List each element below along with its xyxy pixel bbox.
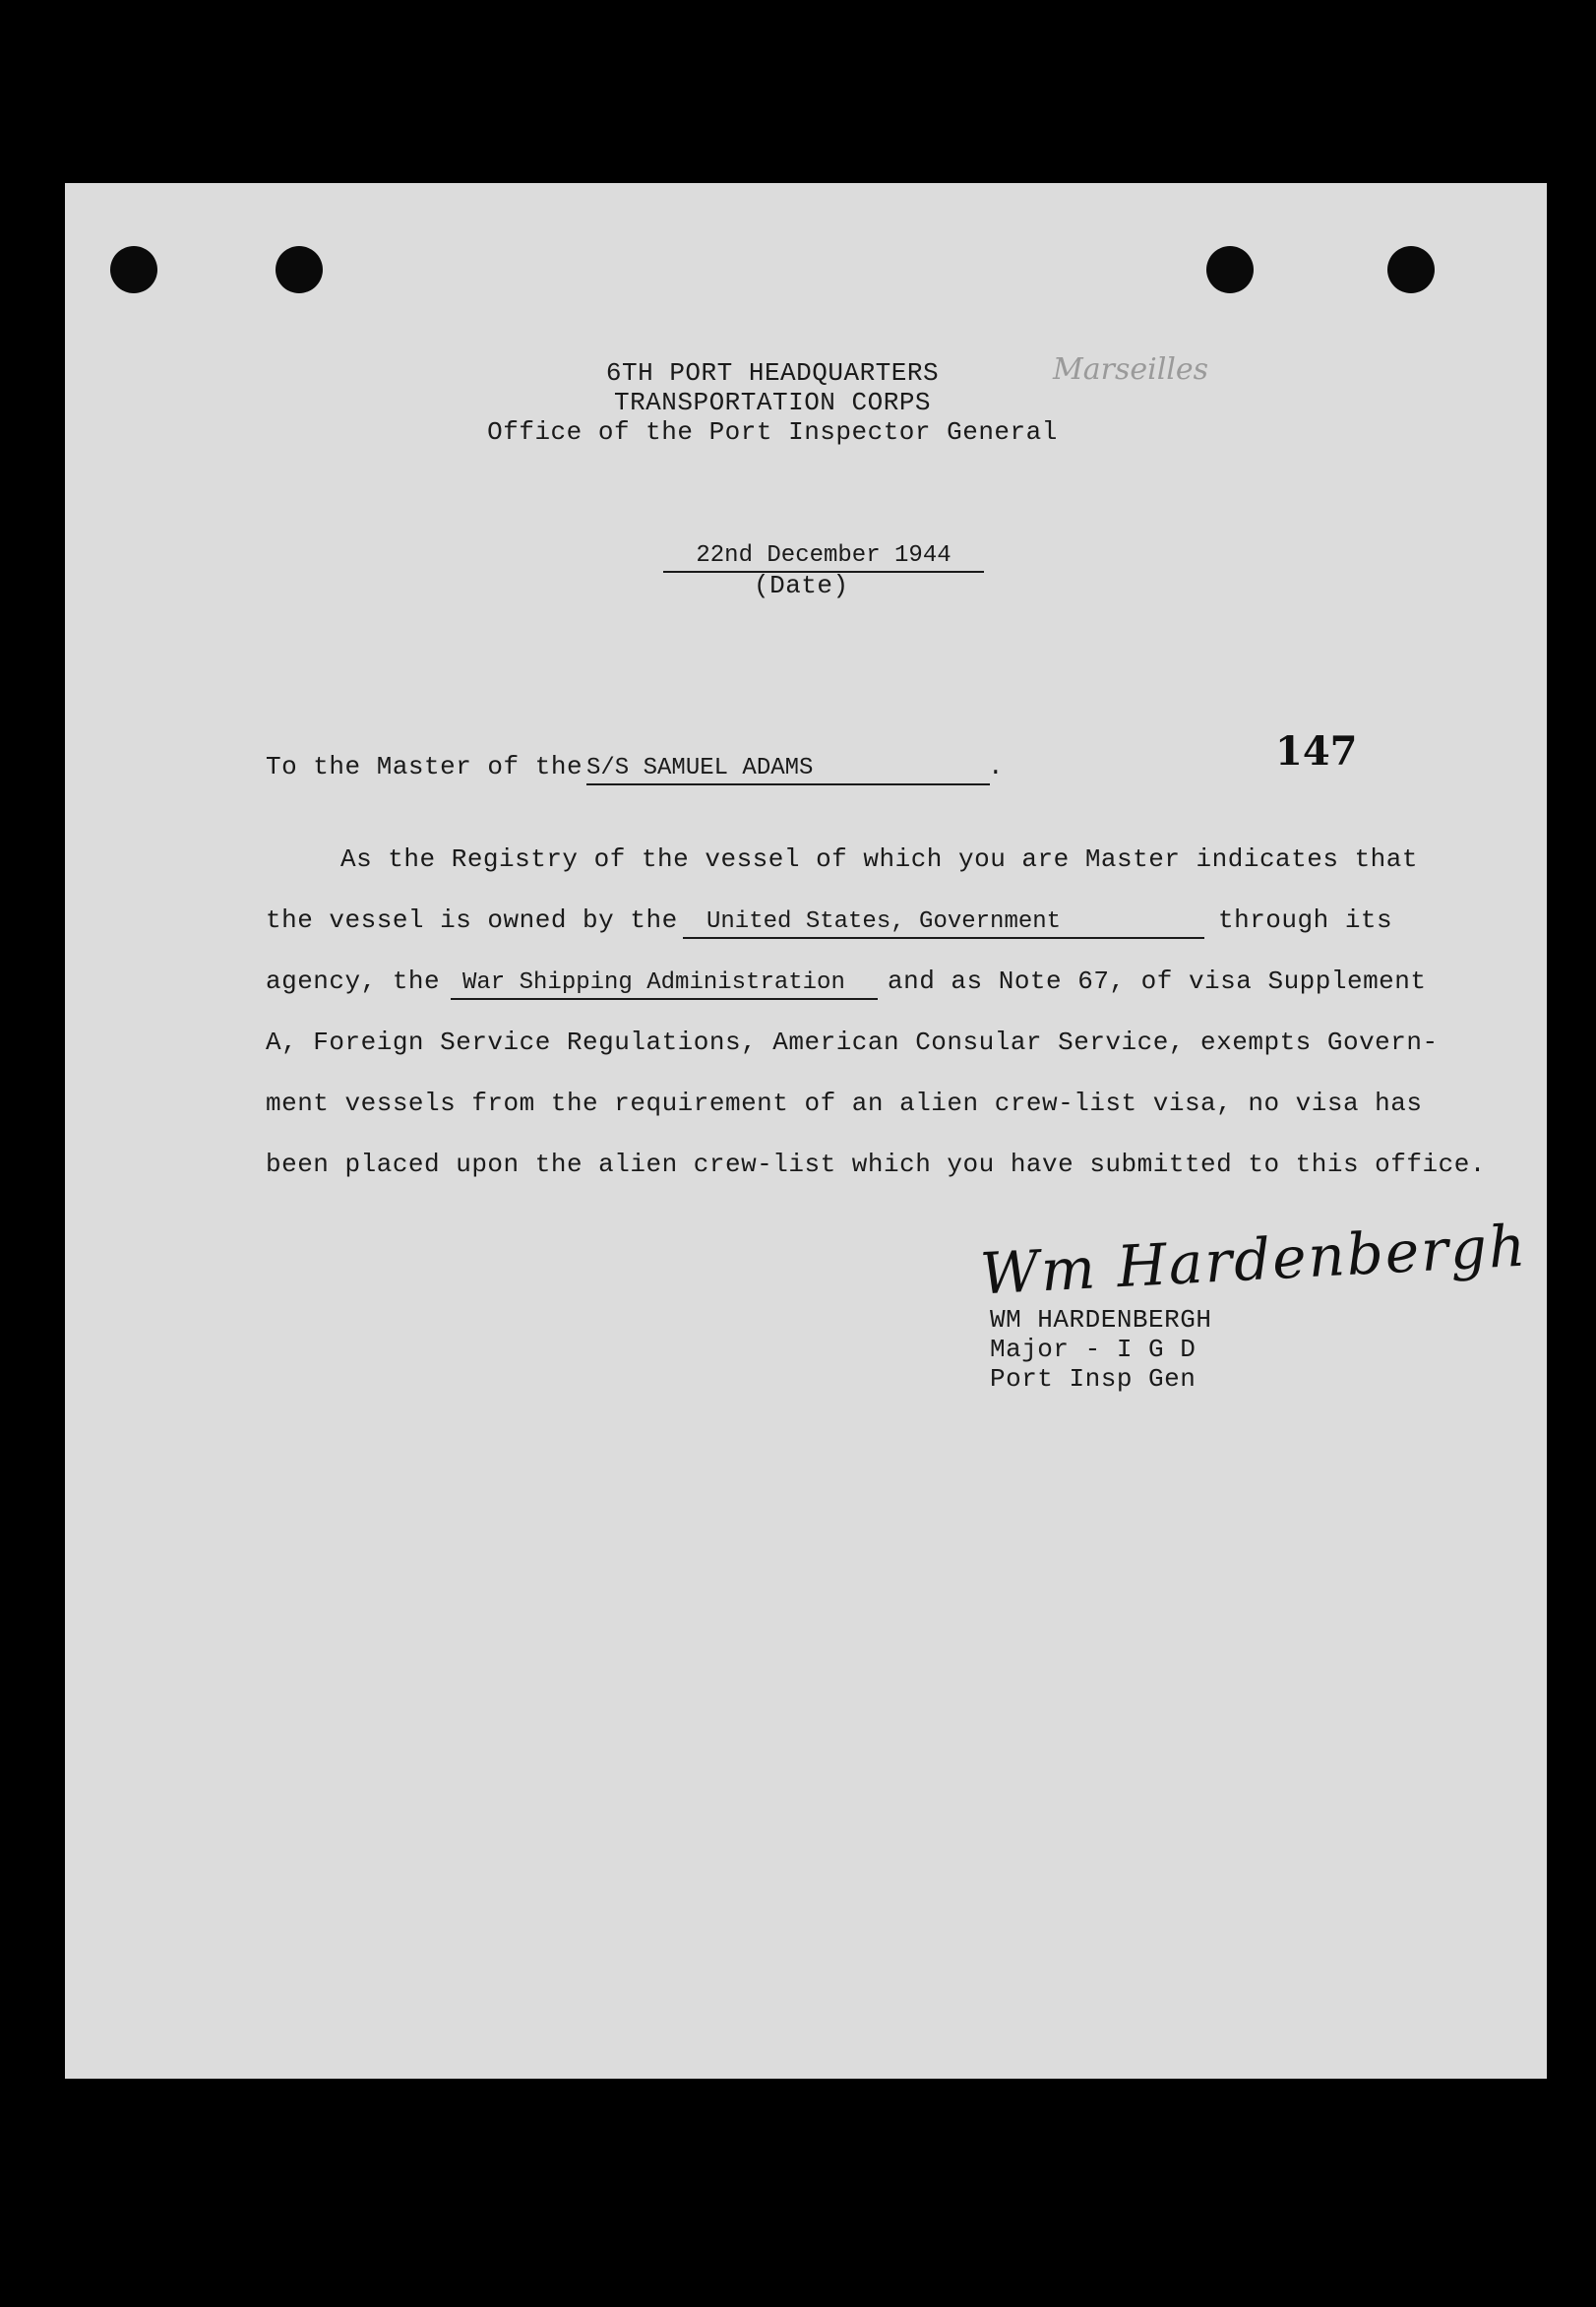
page-number: 147 <box>1275 728 1358 775</box>
vessel-name: S/S SAMUEL ADAMS <box>586 754 990 785</box>
header-line-1: 6TH PORT HEADQUARTERS <box>605 358 940 388</box>
document-page <box>65 183 1547 2079</box>
date-value: 22nd December 1944 <box>663 541 984 573</box>
punch-hole <box>110 246 157 293</box>
salutation-suffix: . <box>988 752 1005 781</box>
header-line-3: Office of the Port Inspector General <box>487 417 1058 447</box>
body-line-5: ment vessels from the requirement of an alien crew-list visa, no visa has <box>266 1089 1423 1118</box>
body-line-2a: the vessel is owned by the <box>266 905 678 935</box>
signer-title: Port Insp Gen <box>990 1364 1197 1394</box>
signer-name: WM HARDENBERGH <box>990 1305 1212 1335</box>
header-line-2: TRANSPORTATION CORPS <box>613 388 932 417</box>
punch-hole <box>1206 246 1254 293</box>
body-line-4: A, Foreign Service Regulations, American Consular Service, exempts Govern- <box>266 1028 1439 1057</box>
date-label: (Date) <box>754 571 849 600</box>
body-line-2b: through its <box>1218 905 1393 935</box>
body-line-6: been placed upon the alien crew-list which you have submitted to this office. <box>266 1150 1486 1179</box>
punch-hole <box>1387 246 1435 293</box>
salutation-prefix: To the Master of the <box>266 752 583 781</box>
punch-hole <box>276 246 323 293</box>
body-line-3a: agency, the <box>266 966 441 996</box>
agency-field: War Shipping Administration <box>451 968 878 1000</box>
signer-rank: Major - I G D <box>990 1335 1197 1364</box>
body-line-3b: and as Note 67, of visa Supplement <box>888 966 1427 996</box>
handwritten-signature: Wm Hardenbergh <box>978 1212 1529 1308</box>
body-line-1: As the Registry of the vessel of which you are Master indicates that <box>340 844 1418 874</box>
owner-field: United States, Government <box>683 907 1204 939</box>
handwritten-note: Marseilles <box>1053 352 1209 387</box>
